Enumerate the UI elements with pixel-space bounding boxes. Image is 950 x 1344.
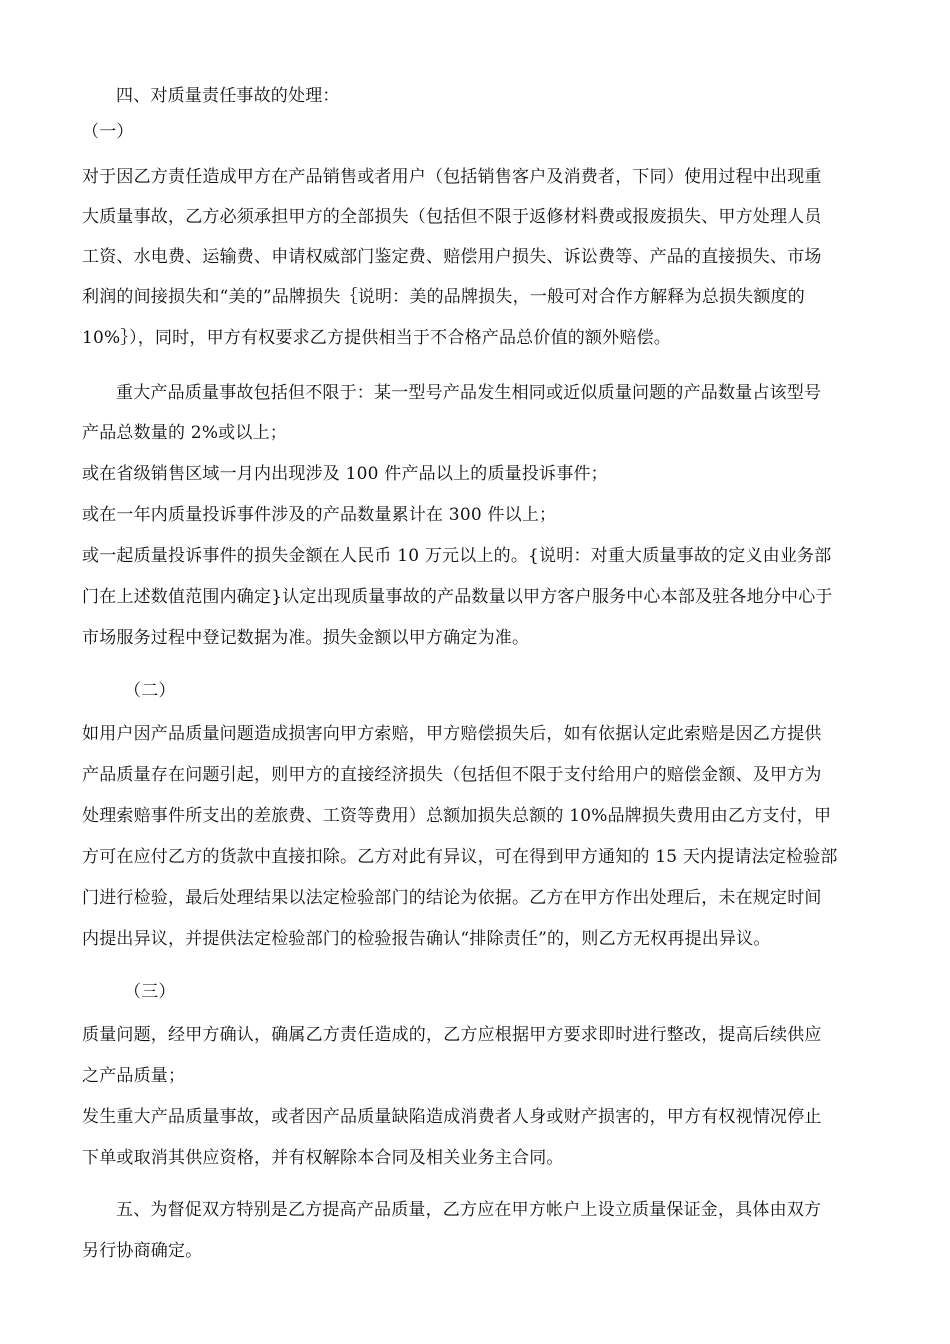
paragraph-line: 市场服务过程中登记数据为准。损失金额以甲方确定为准。 <box>82 628 530 648</box>
paragraph-line: 方可在应付乙方的货款中直接扣除。乙方对此有异议，可在得到甲方通知的 15 天内提请法定检验部 <box>82 847 838 867</box>
paragraph-line: 内提出异议，并提供法定检验部门的检验报告确认“排除责任”的，则乙方无权再提出异议。 <box>82 929 771 949</box>
paragraph-line: 利润的间接损失和“美的”品牌损失｛说明：美的品牌损失，一般可对合作方解释为总损失额度的 <box>82 287 805 307</box>
paragraph-line: 或在一年内质量投诉事件涉及的产品数量累计在 300 件以上； <box>82 505 557 525</box>
paragraph-line: 另行协商确定。 <box>82 1241 203 1261</box>
section-heading-5: 五、为督促双方特别是乙方提高产品质量，乙方应在甲方帐户上设立质量保证金，具体由双方 <box>116 1200 822 1220</box>
paragraph-line: 或在省级销售区域一月内出现涉及 100 件产品以上的质量投诉事件； <box>82 464 608 484</box>
paragraph-line: 工资、水电费、运输费、申请权威部门鉴定费、赔偿用户损失、诉讼费等、产品的直接损失、市场 <box>82 247 822 267</box>
paragraph-line: 质量问题，经甲方确认，确属乙方责任造成的，乙方应根据甲方要求即时进行整改，提高后续供应 <box>82 1025 822 1045</box>
subsection-heading-1: （一） <box>82 122 134 142</box>
paragraph-line: 门进行检验，最后处理结果以法定检验部门的结论为依据。乙方在甲方作出处理后，未在规定时间 <box>82 888 822 908</box>
paragraph-line: 之产品质量； <box>82 1066 186 1086</box>
paragraph-line: 或一起质量投诉事件的损失金额在人民币 10 万元以上的。{说明：对重大质量事故的定义由业务部 <box>82 546 832 566</box>
subsection-heading-2: （二） <box>124 681 176 701</box>
paragraph-line: 对于因乙方责任造成甲方在产品销售或者用户（包括销售客户及消费者，下同）使用过程中出现重 <box>82 167 822 187</box>
section-heading-4: 四、对质量责任事故的处理： <box>116 86 340 106</box>
subsection-heading-3: （三） <box>124 982 176 1002</box>
paragraph-line: 处理索赔事件所支出的差旅费、工资等费用）总额加损失总额的 10%品牌损失费用由乙方支付，甲 <box>82 806 832 826</box>
paragraph-line: 重大产品质量事故包括但不限于：某一型号产品发生相同或近似质量问题的产品数量占该型号 <box>116 383 822 403</box>
paragraph-line: 如用户因产品质量问题造成损害向甲方索赔，甲方赔偿损失后，如有依据认定此索赔是因乙方提供 <box>82 724 822 744</box>
paragraph-line: 产品总数量的 2%或以上； <box>82 423 287 443</box>
paragraph-line: 下单或取消其供应资格，并有权解除本合同及相关业务主合同。 <box>82 1148 564 1168</box>
paragraph-line: 发生重大产品质量事故，或者因产品质量缺陷造成消费者人身或财产损害的，甲方有权视情况停止 <box>82 1107 822 1127</box>
paragraph-line: 大质量事故，乙方必须承担甲方的全部损失（包括但不限于返修材料费或报废损失、甲方处理人员 <box>82 207 822 227</box>
paragraph-line: 产品质量存在问题引起，则甲方的直接经济损失（包括但不限于支付给用户的赔偿金额、及甲方为 <box>82 765 822 785</box>
paragraph-line: 10%｝），同时，甲方有权要求乙方提供相当于不合格产品总价值的额外赔偿。 <box>82 328 671 348</box>
paragraph-line: 门在上述数值范围内确定}认定出现质量事故的产品数量以甲方客户服务中心本部及驻各地分中心于 <box>82 587 833 607</box>
